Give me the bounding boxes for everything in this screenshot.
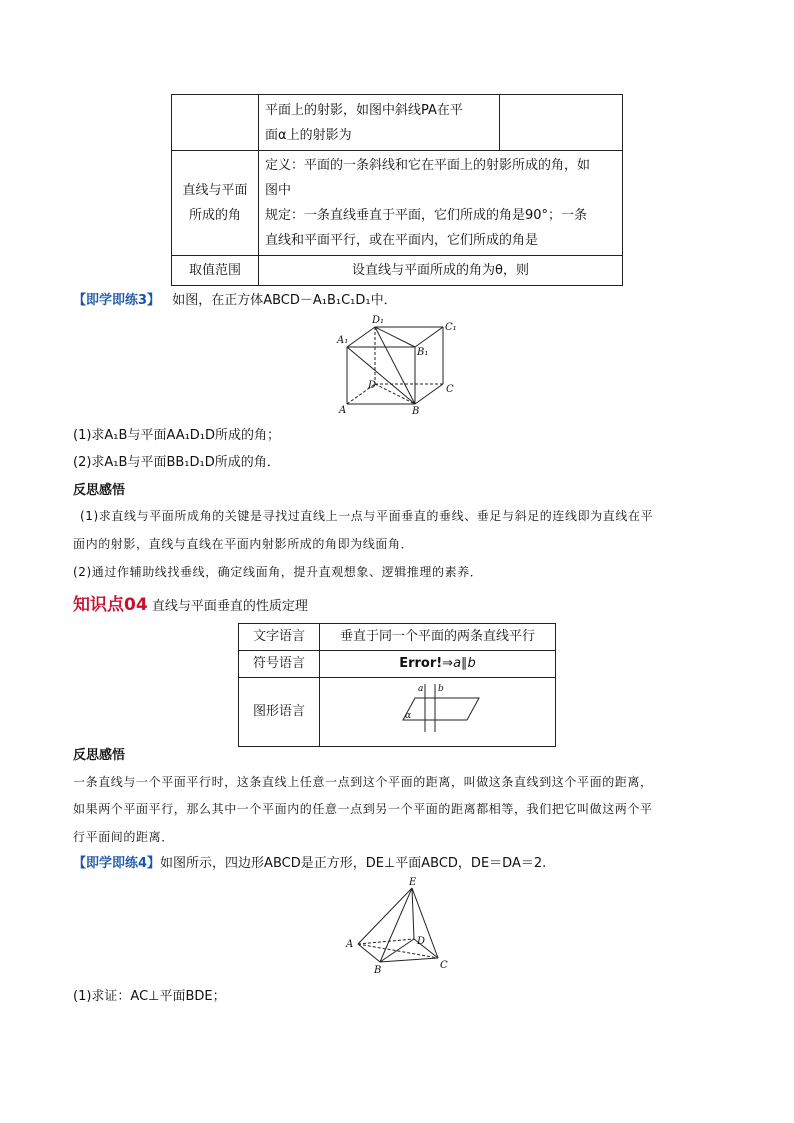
vertex-label: B (412, 406, 420, 417)
vertex-label: D (417, 936, 426, 947)
reflection-line: (2)通过作辅助线找垂线，确定线面角，提升直观想象、逻辑推理的素养． (73, 565, 483, 579)
cell-text: 平面上的射影，如图中斜线PA在平 (265, 102, 463, 118)
cell-text: 规定：一条直线垂直于平面，它们所成的角是90°；一条 (265, 208, 588, 223)
table-cell (500, 95, 623, 151)
theorem-table (238, 623, 556, 747)
error-text: Error! (399, 656, 443, 671)
line-label: a (417, 684, 423, 694)
reflection-line: 一条直线与一个平面平行时，这条直线上任意一点到这个平面的距离，叫做这条直线到这个平面的距离， (73, 775, 653, 789)
definition-table (171, 94, 623, 286)
reflection-line: 面内的射影，直线与直线在平面内射影所成的角即为线面角． (73, 537, 414, 551)
vertex-label: A (339, 405, 347, 416)
vertex-label: D (368, 380, 377, 391)
table-cell (172, 151, 259, 256)
table-cell (172, 95, 259, 151)
table-row (239, 678, 556, 747)
symbol-text: ⇒a∥b (442, 656, 476, 671)
vertex-label: B₁ (417, 347, 429, 358)
knowledge-point-title: 直线与平面垂直的性质定理 (151, 599, 308, 614)
question-2: (2)求A₁B与平面BB₁D₁D所成的角． (73, 455, 280, 470)
table-row (172, 95, 623, 151)
question-1: (1)求证：AC⊥平面BDE； (73, 989, 226, 1004)
practice-text: 如图所示，四边形ABCD是正方形，DE⊥平面ABCD，DE＝DA＝2. (160, 856, 547, 871)
practice-text: 如图，在正方体ABCD－A₁B₁C₁D₁中． (172, 293, 397, 308)
practice4-heading (73, 852, 546, 871)
line-label: b (437, 684, 444, 694)
reflection-title: 反思感悟 (73, 483, 126, 498)
vertex-label: C (446, 384, 454, 395)
practice3-heading (73, 289, 397, 308)
practice-tag: 【即学即练4】 (73, 856, 161, 871)
knowledge-point-label: 知识点04 (73, 595, 148, 615)
row-label: 取值范围 (172, 256, 259, 286)
reflection-title: 反思感悟 (73, 748, 126, 763)
table-row (239, 624, 556, 651)
vertex-label: B (374, 965, 382, 976)
plane-label: α (404, 711, 411, 721)
vertex-label: A₁ (337, 335, 349, 346)
cell-text: 直线和平面平行，或在平面内，它们所成的角是 (265, 233, 539, 248)
table-cell: 垂直于同一个平面的两条直线平行 (320, 624, 556, 651)
row-label: 图形语言 (239, 678, 320, 747)
row-label: 直线与平面 (182, 183, 248, 198)
vertex-label: E (409, 877, 417, 888)
cell-text: 图中 (265, 183, 292, 198)
vertex-label: A (346, 939, 354, 950)
table-row (172, 256, 623, 286)
practice-tag: 【即学即练3】 (73, 293, 161, 308)
table-cell (320, 678, 556, 747)
table-row (239, 651, 556, 678)
reflection-line: 如果两个平面平行，那么其中一个平面内的任意一点到另一个平面的距离都相等，我们把它叫做这两个平 (73, 802, 653, 816)
cell-text: 面α上的射影为 (265, 127, 352, 143)
table-cell: 设直线与平面所成的角为θ，则 (259, 256, 623, 286)
knowledge-point-heading (73, 590, 308, 615)
row-label: 符号语言 (239, 651, 320, 678)
cube-figure (335, 312, 465, 418)
parallel-lines-figure (393, 680, 483, 736)
table-cell (259, 151, 623, 256)
cell-text: 定义：平面的一条斜线和它在平面上的射影所成的角，如 (265, 158, 591, 173)
row-label: 文字语言 (239, 624, 320, 651)
vertex-label: C (440, 960, 448, 971)
table-cell (259, 95, 500, 151)
row-label: 所成的角 (188, 208, 241, 223)
pyramid-figure (340, 876, 460, 976)
reflection-line: (1)求直线与平面所成角的关键是寻找过直线上一点与平面垂直的垂线、垂足与斜足的连线即为直线在平 (80, 509, 654, 523)
table-cell (320, 651, 556, 678)
vertex-label: D₁ (372, 315, 385, 326)
reflection-line: 行平面间的距离． (73, 830, 174, 844)
question-1: (1)求A₁B与平面AA₁D₁D所成的角； (73, 428, 281, 443)
vertex-label: C₁ (445, 322, 457, 333)
table-row (172, 151, 623, 256)
